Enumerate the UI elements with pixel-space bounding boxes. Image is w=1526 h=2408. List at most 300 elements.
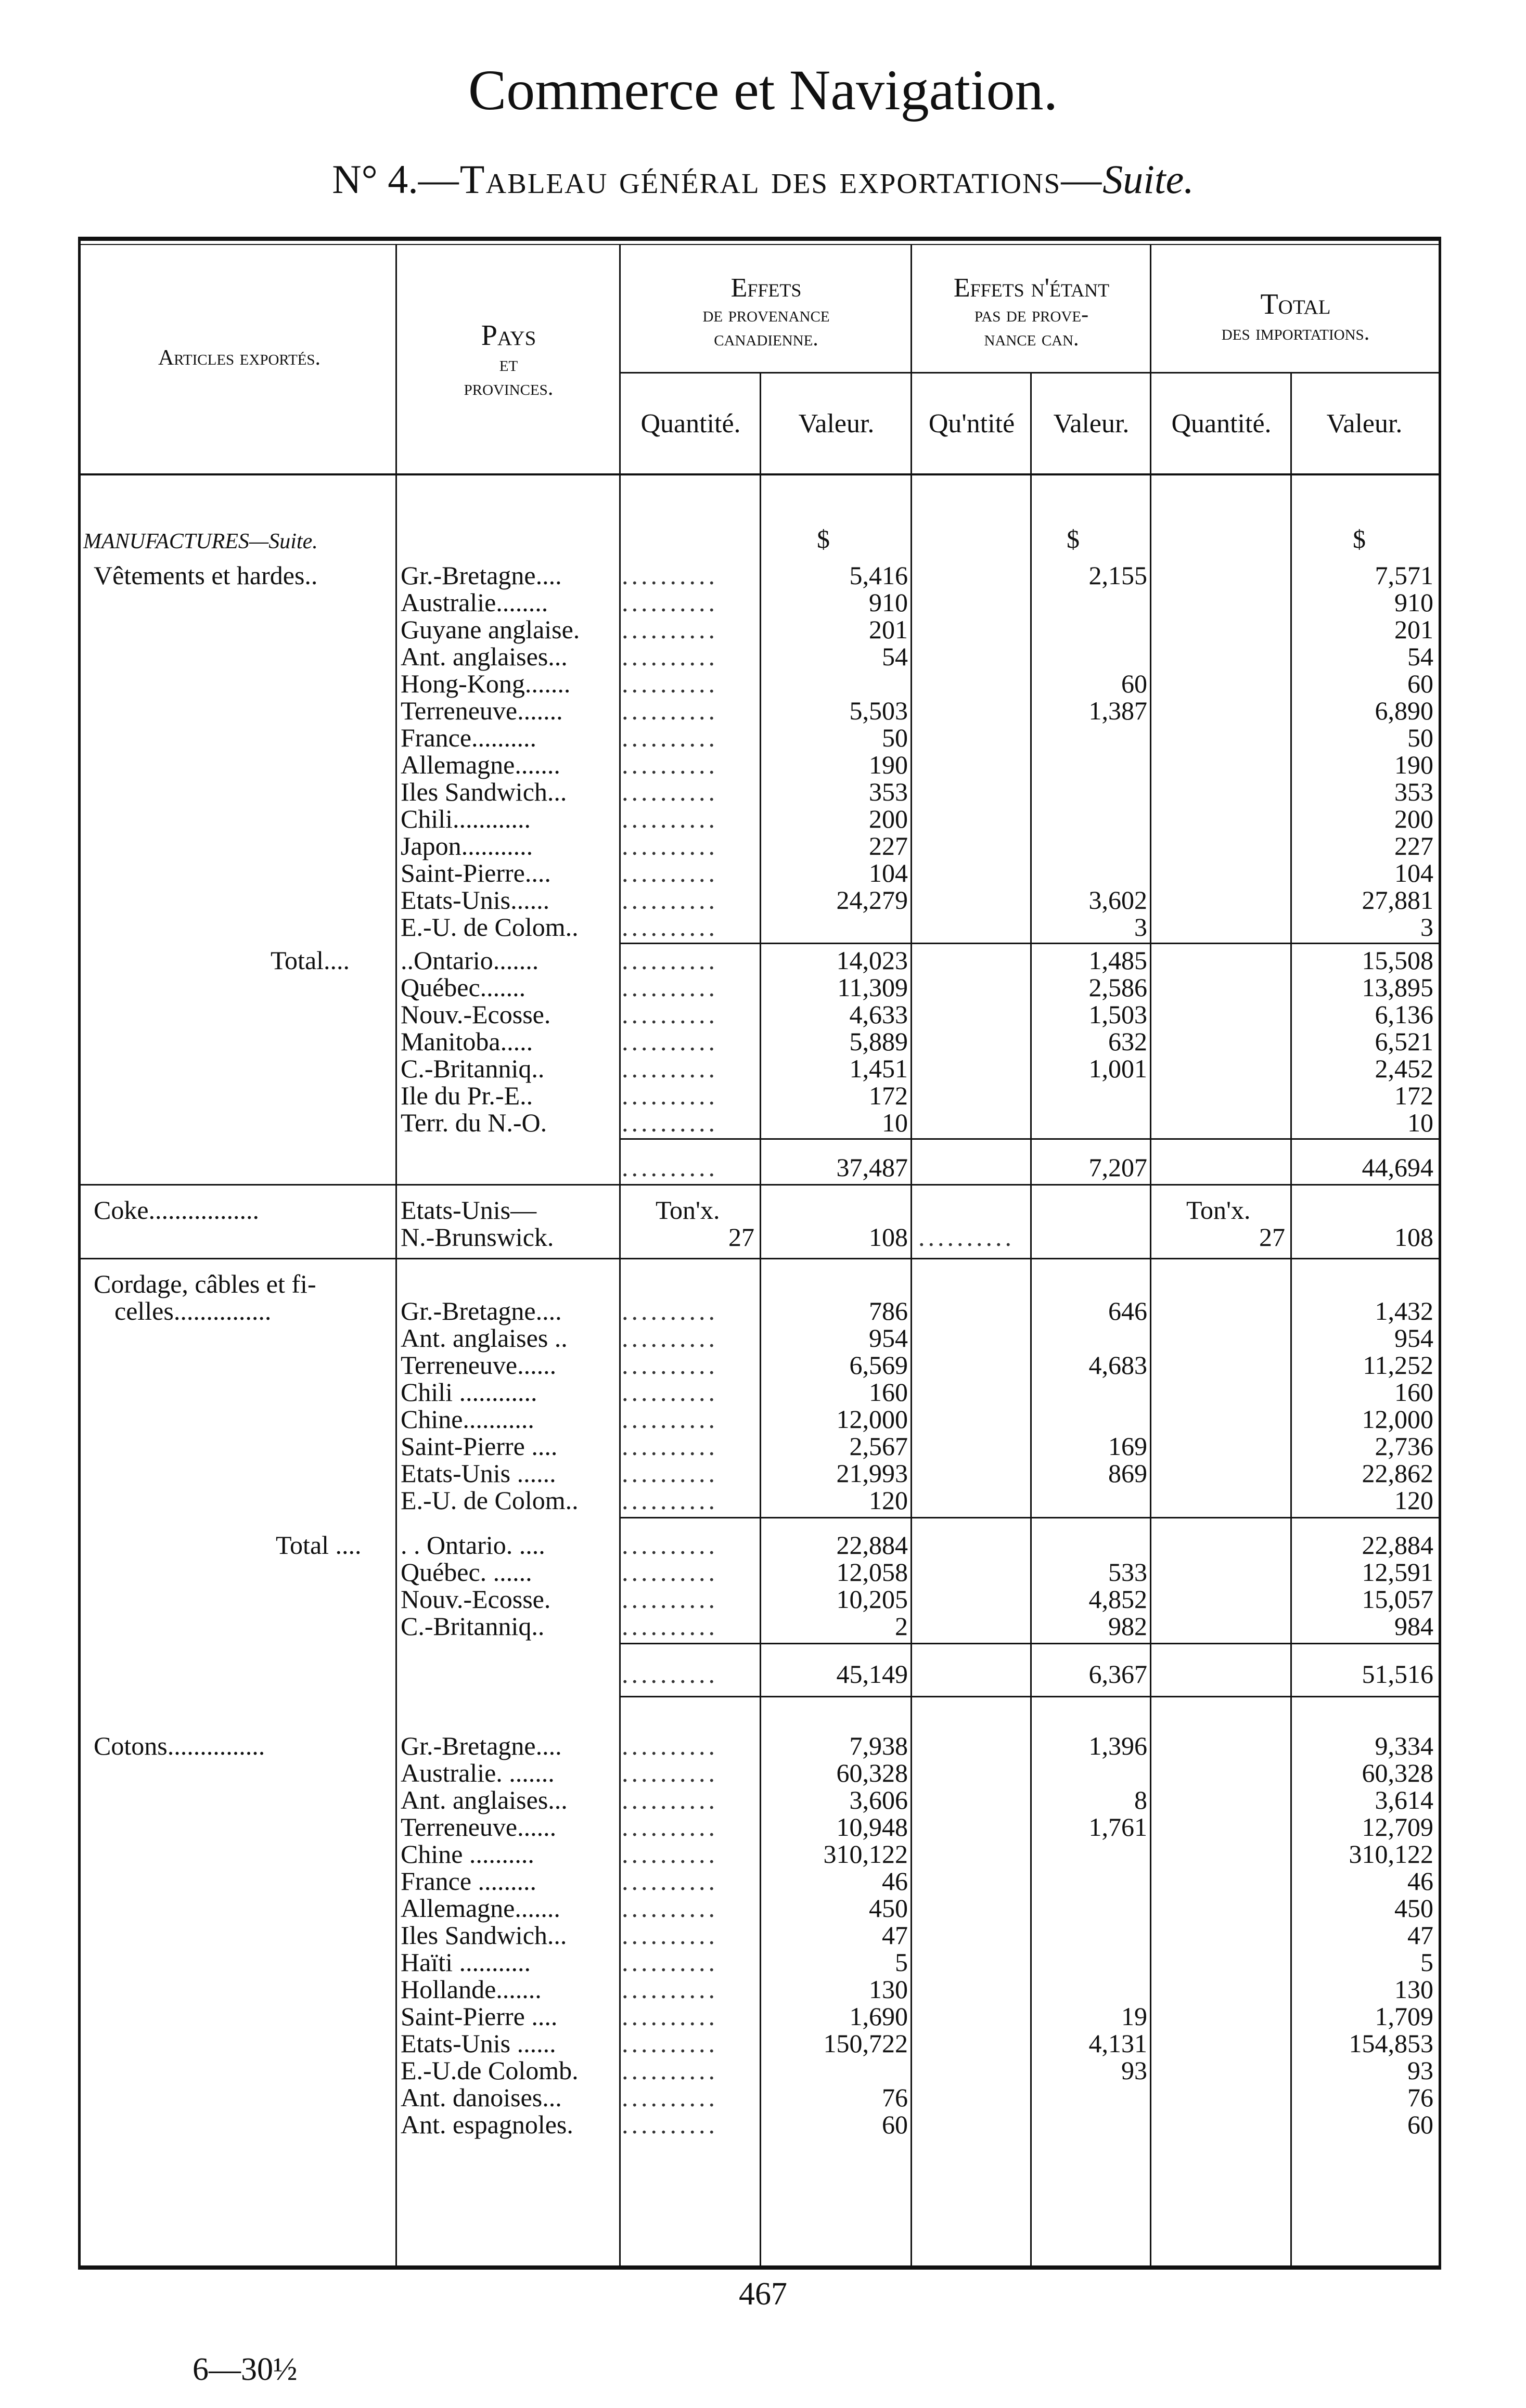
- header-articles: Articles exportés.: [158, 346, 321, 370]
- value-non-canadian: 4,683: [1088, 1350, 1147, 1380]
- country-name: E.-U. de Colom..: [401, 912, 579, 942]
- leader-dots: ..........: [622, 1949, 718, 1976]
- col-line-qty1: [760, 372, 761, 2265]
- coke-tot-val: 108: [1394, 1222, 1433, 1252]
- leader-dots: ..........: [622, 724, 718, 751]
- value-canadian: 47: [882, 1921, 908, 1950]
- country-name: France..........: [401, 723, 537, 752]
- value-non-canadian: [1035, 1895, 1147, 1922]
- value-non-canadian: [1035, 1531, 1147, 1559]
- coke-val: 108: [869, 1222, 908, 1252]
- section-rule: [619, 943, 1439, 944]
- grand-total-canadian: 45,149: [836, 1659, 908, 1689]
- leader-dots: ..........: [622, 1895, 718, 1922]
- value-non-canadian: [1035, 1487, 1147, 1514]
- value-non-canadian: 632: [1108, 1027, 1147, 1056]
- value-non-canadian: 169: [1108, 1432, 1147, 1461]
- value-total: 201: [1394, 615, 1433, 644]
- value-canadian: 7,938: [849, 1731, 908, 1760]
- header-effets-can-line3: canadienne.: [714, 327, 818, 351]
- value-total: 160: [1394, 1377, 1433, 1407]
- country-name: Terreneuve......: [401, 1350, 557, 1380]
- value-total: 1,432: [1375, 1296, 1433, 1325]
- country-name: Terr. du N.-O.: [401, 1108, 547, 1137]
- table-bottom-rule: [78, 2265, 1441, 2270]
- leader-dots: ..........: [622, 1082, 718, 1109]
- value-canadian: 172: [869, 1081, 908, 1110]
- value-non-canadian: 60: [1121, 669, 1147, 698]
- country-name: Allemagne.......: [401, 750, 560, 779]
- country-name: Chili............: [401, 804, 531, 833]
- value-non-canadian: 8: [1134, 1785, 1147, 1814]
- country-name: Manitoba.....: [401, 1027, 533, 1056]
- col-line-qty3: [1290, 372, 1292, 2265]
- value-total: 11,252: [1363, 1350, 1433, 1380]
- value-total: 5: [1420, 1948, 1433, 1977]
- value-canadian: 46: [882, 1866, 908, 1896]
- leader-dots: ..........: [622, 859, 718, 886]
- value-non-canadian: [1035, 805, 1147, 832]
- leader-dots: ..........: [622, 913, 718, 941]
- value-total: 190: [1394, 750, 1433, 779]
- country-name: Ant. anglaises ..: [401, 1323, 568, 1353]
- value-canadian: 190: [869, 750, 908, 779]
- value-total: 76: [1407, 2083, 1433, 2112]
- leader-dots: ..........: [622, 1840, 718, 1868]
- header-pays-line2: et: [499, 352, 518, 376]
- value-non-canadian: [1035, 2084, 1147, 2111]
- value-total: 10: [1407, 1108, 1433, 1137]
- dollar-sign-tot: $: [1353, 524, 1366, 553]
- value-non-canadian: 2,586: [1088, 973, 1147, 1002]
- grand-total: 44,694: [1362, 1153, 1433, 1182]
- value-canadian: 227: [869, 831, 908, 860]
- print-reference: 6—30½: [193, 2352, 298, 2387]
- leader-dots: ..........: [622, 778, 718, 805]
- leader-dots: ..........: [622, 1732, 718, 1759]
- value-non-canadian: 1,761: [1088, 1812, 1147, 1842]
- value-canadian: 24,279: [836, 885, 908, 915]
- value-total: 46: [1407, 1866, 1433, 1896]
- value-canadian: 4,633: [849, 1000, 908, 1029]
- value-canadian: 2,567: [849, 1432, 908, 1461]
- table-main-title: —Tableau général des exportations—: [418, 157, 1103, 202]
- value-canadian: 5: [895, 1948, 908, 1977]
- value-canadian: 12,058: [836, 1557, 908, 1587]
- header-total-line1: Total: [1260, 288, 1331, 320]
- value-non-canadian: [1035, 1759, 1147, 1786]
- leader-dots: ..........: [622, 1660, 718, 1688]
- country-name: Japon...........: [401, 831, 533, 860]
- country-name: Ant. espagnoles.: [401, 2110, 573, 2139]
- col-line-val1: [911, 245, 912, 2265]
- col-line-val2: [1150, 245, 1151, 2265]
- value-non-canadian: [1035, 832, 1147, 859]
- leader-dots: ..........: [622, 1868, 718, 1895]
- value-total: 12,709: [1362, 1812, 1433, 1842]
- value-non-canadian: 2,155: [1088, 561, 1147, 590]
- country-name: Ile du Pr.-E..: [401, 1081, 533, 1110]
- value-non-canadian: 646: [1108, 1296, 1147, 1325]
- header-effets-non-line2: pas de prove-: [974, 303, 1089, 327]
- header-quantite-can: Quantité.: [640, 409, 741, 439]
- value-canadian: 50: [882, 723, 908, 752]
- article-vetements: Vêtements et hardes..: [94, 561, 318, 590]
- country-name: Hollande.......: [401, 1975, 542, 2004]
- leader-dots: ..........: [622, 1028, 718, 1055]
- value-total: 3,614: [1375, 1785, 1433, 1814]
- leader-dots: ..........: [622, 1324, 718, 1351]
- leader-dots: ..........: [622, 1433, 718, 1460]
- value-non-canadian: 4,131: [1088, 2029, 1147, 2058]
- country-name: Chili ............: [401, 1377, 537, 1407]
- value-total: 154,853: [1349, 2029, 1433, 2058]
- value-canadian: 104: [869, 858, 908, 887]
- leader-dots: ..........: [622, 886, 718, 913]
- section-rule: [619, 1696, 1439, 1697]
- leader-dots: ..........: [622, 1055, 718, 1082]
- section-rule: [78, 1258, 1441, 1259]
- value-canadian: 150,722: [823, 2029, 908, 2058]
- value-total: 15,508: [1362, 946, 1433, 975]
- value-total: 954: [1394, 1323, 1433, 1353]
- country-name: E.-U. de Colom..: [401, 1486, 579, 1515]
- header-pays-line1: Pays: [481, 319, 536, 352]
- value-canadian: 60: [882, 2110, 908, 2139]
- value-total: 104: [1394, 858, 1433, 887]
- value-non-canadian: 4,852: [1088, 1585, 1147, 1614]
- leader-dots: ..........: [622, 643, 718, 670]
- value-total: 9,334: [1375, 1731, 1433, 1760]
- value-canadian: [765, 2057, 908, 2084]
- page-title: Commerce et Navigation.: [468, 58, 1058, 122]
- header-mid-rule: [619, 372, 1439, 374]
- header-pays: [398, 320, 619, 400]
- country-name: Australie........: [401, 588, 548, 617]
- country-name: Saint-Pierre ....: [401, 2002, 558, 2031]
- dollar-sign-non: $: [1067, 524, 1080, 553]
- country-name: Ant. anglaises...: [401, 1785, 568, 1814]
- leader-dots: ..........: [622, 589, 718, 616]
- leader-dots: ..........: [622, 1922, 718, 1949]
- value-non-canadian: [1035, 1949, 1147, 1976]
- leader-dots: ..........: [622, 1586, 718, 1613]
- value-total: 450: [1394, 1894, 1433, 1923]
- value-total: 27,881: [1362, 885, 1433, 915]
- value-canadian: 10,205: [836, 1585, 908, 1614]
- leader-dots: ..........: [622, 1406, 718, 1433]
- header-quantite-non: Qu'ntité: [928, 409, 1015, 439]
- country-name: France .........: [401, 1866, 537, 1896]
- value-non-canadian: 1,387: [1088, 696, 1147, 725]
- country-name: Saint-Pierre....: [401, 858, 551, 887]
- country-name: Haïti ...........: [401, 1948, 531, 1977]
- article-cordage-1: Cordage, câbles et fi-: [94, 1269, 316, 1298]
- value-non-canadian: [1035, 1840, 1147, 1868]
- grand-total-non-canadian: 7,207: [1088, 1153, 1147, 1182]
- value-canadian: 10,948: [836, 1812, 908, 1842]
- leader-dots: ..........: [622, 1351, 718, 1379]
- value-canadian: 130: [869, 1975, 908, 2004]
- grand-total-non-canadian: 6,367: [1088, 1659, 1147, 1689]
- country-name: Terreneuve......: [401, 1812, 557, 1842]
- value-non-canadian: 869: [1108, 1459, 1147, 1488]
- value-canadian: 353: [869, 777, 908, 806]
- country-name: Iles Sandwich...: [401, 777, 567, 806]
- coke-pays-1: Etats-Unis—: [401, 1195, 537, 1225]
- value-canadian: 450: [869, 1894, 908, 1923]
- value-non-canadian: [1035, 1976, 1147, 2003]
- country-name: Australie. .......: [401, 1758, 555, 1787]
- country-name: Chine...........: [401, 1405, 534, 1434]
- value-total: 227: [1394, 831, 1433, 860]
- country-name: Ant. danoises...: [401, 2083, 562, 2112]
- leader-dots: ..........: [622, 1813, 718, 1840]
- value-canadian: 60,328: [836, 1758, 908, 1787]
- leader-dots: ..........: [622, 1531, 718, 1559]
- coke-pays-2: N.-Brunswick.: [401, 1222, 554, 1252]
- header-valeur-can: Valeur.: [798, 409, 875, 439]
- table-title: [0, 156, 1526, 203]
- country-name: Etats-Unis ......: [401, 1459, 556, 1488]
- coke-tot-qty: 27: [1259, 1222, 1285, 1252]
- header-pays-line3: provinces.: [464, 376, 554, 400]
- country-name: Allemagne.......: [401, 1894, 560, 1923]
- value-canadian: [765, 913, 908, 941]
- article-cotons: Cotons...............: [94, 1731, 265, 1760]
- value-total: 200: [1394, 804, 1433, 833]
- total-label-cordage: Total ....: [276, 1530, 362, 1560]
- country-name: Ant. anglaises...: [401, 642, 568, 671]
- value-total: 15,057: [1362, 1585, 1433, 1614]
- leader-dots: ..........: [622, 616, 718, 643]
- value-total: 3: [1420, 912, 1433, 942]
- section-rule: [78, 1184, 1441, 1186]
- value-canadian: 5,503: [849, 696, 908, 725]
- leader-dots: ..........: [622, 2111, 718, 2138]
- value-total: 22,862: [1362, 1459, 1433, 1488]
- total-label-vetements: Total....: [271, 946, 350, 975]
- value-non-canadian: 3,602: [1088, 885, 1147, 915]
- value-canadian: 22,884: [836, 1530, 908, 1560]
- value-non-canadian: 1,396: [1088, 1731, 1147, 1760]
- country-name: Nouv.-Ecosse.: [401, 1585, 551, 1614]
- value-non-canadian: [1035, 2111, 1147, 2138]
- col-line-pays: [619, 245, 621, 2265]
- value-non-canadian: 3: [1134, 912, 1147, 942]
- leader-dots: ..........: [918, 1224, 1015, 1251]
- leader-dots: ..........: [622, 562, 718, 589]
- leader-dots: ..........: [622, 1154, 718, 1181]
- value-non-canadian: [1035, 1868, 1147, 1895]
- leader-dots: ..........: [622, 1109, 718, 1136]
- country-name: . . Ontario. ....: [401, 1530, 545, 1560]
- value-non-canadian: [1035, 1922, 1147, 1949]
- value-total: 54: [1407, 642, 1433, 671]
- col-line-articles: [395, 245, 397, 2265]
- value-total: 1,709: [1375, 2002, 1433, 2031]
- country-name: Chine ..........: [401, 1839, 534, 1869]
- value-canadian: 54: [882, 642, 908, 671]
- table-right-border: [1439, 237, 1441, 2270]
- article-cordage-2: celles...............: [114, 1296, 272, 1325]
- col-line-qty2: [1030, 372, 1032, 2265]
- value-canadian: 160: [869, 1377, 908, 1407]
- leader-dots: ..........: [622, 805, 718, 832]
- country-name: Hong-Kong.......: [401, 669, 571, 698]
- table-top-rule-thin: [78, 244, 1441, 245]
- value-canadian: 910: [869, 588, 908, 617]
- value-total: 120: [1394, 1486, 1433, 1515]
- page-number: 467: [739, 2276, 787, 2312]
- value-canadian: 21,993: [836, 1459, 908, 1488]
- value-canadian: 1,451: [849, 1054, 908, 1083]
- leader-dots: ..........: [622, 1460, 718, 1487]
- value-total: 60: [1407, 669, 1433, 698]
- country-name: C.-Britanniq..: [401, 1612, 545, 1641]
- value-total: 310,122: [1349, 1839, 1433, 1869]
- value-non-canadian: [1035, 1082, 1147, 1109]
- value-non-canadian: [1035, 1379, 1147, 1406]
- header-effets-can-line1: Effets: [730, 273, 802, 303]
- grand-total: 51,516: [1362, 1659, 1433, 1689]
- leader-dots: ..........: [622, 1559, 718, 1586]
- value-canadian: 786: [869, 1296, 908, 1325]
- header-effets-non-line3: nance can.: [984, 327, 1079, 351]
- value-canadian: 10: [882, 1108, 908, 1137]
- value-non-canadian: 982: [1108, 1612, 1147, 1641]
- leader-dots: ..........: [622, 832, 718, 859]
- header-effets-can: [622, 273, 911, 351]
- coke-qty: 27: [728, 1222, 754, 1252]
- country-name: Québec. ......: [401, 1557, 532, 1587]
- value-non-canadian: 533: [1108, 1557, 1147, 1587]
- table-suite: Suite.: [1102, 157, 1194, 202]
- value-total: 2,452: [1375, 1054, 1433, 1083]
- country-name: Québec.......: [401, 973, 526, 1002]
- leader-dots: ..........: [622, 2084, 718, 2111]
- value-canadian: 120: [869, 1486, 908, 1515]
- value-total: 12,000: [1362, 1405, 1433, 1434]
- header-effets-non: [913, 273, 1150, 351]
- table-top-rule: [78, 237, 1441, 241]
- value-total: 60: [1407, 2110, 1433, 2139]
- value-non-canadian: 19: [1121, 2002, 1147, 2031]
- table-number: N° 4.: [332, 157, 418, 202]
- value-non-canadian: [1035, 1109, 1147, 1136]
- value-non-canadian: 93: [1121, 2056, 1147, 2085]
- leader-dots: ..........: [622, 1613, 718, 1640]
- value-non-canadian: [1035, 616, 1147, 643]
- leader-dots: ..........: [622, 974, 718, 1001]
- value-non-canadian: [1035, 724, 1147, 751]
- value-canadian: 76: [882, 2083, 908, 2112]
- value-canadian: 3,606: [849, 1785, 908, 1814]
- value-canadian: 201: [869, 615, 908, 644]
- value-non-canadian: [1035, 751, 1147, 778]
- leader-dots: ..........: [622, 1786, 718, 1813]
- leader-dots: ..........: [622, 670, 718, 697]
- value-total: 984: [1394, 1612, 1433, 1641]
- coke-tot-unit: Ton'x.: [1186, 1195, 1251, 1225]
- country-name: E.-U.de Colomb.: [401, 2056, 579, 2085]
- header-total: [1152, 289, 1439, 345]
- country-name: Gr.-Bretagne....: [401, 1731, 562, 1760]
- value-canadian: 11,309: [837, 973, 908, 1002]
- value-total: 13,895: [1362, 973, 1433, 1002]
- value-total: 353: [1394, 777, 1433, 806]
- value-total: 60,328: [1362, 1758, 1433, 1787]
- leader-dots: ..........: [622, 2030, 718, 2057]
- value-total: 910: [1394, 588, 1433, 617]
- value-non-canadian: [1035, 1406, 1147, 1433]
- section-rule: [619, 1643, 1439, 1644]
- country-name: Etats-Unis ......: [401, 2029, 556, 2058]
- country-name: Etats-Unis......: [401, 885, 550, 915]
- value-total: 6,136: [1375, 1000, 1433, 1029]
- value-canadian: [765, 670, 908, 697]
- value-non-canadian: [1035, 859, 1147, 886]
- value-total: 172: [1394, 1081, 1433, 1110]
- value-canadian: 200: [869, 804, 908, 833]
- leader-dots: ..........: [622, 1297, 718, 1324]
- section-label: MANUFACTURES—Suite.: [83, 530, 318, 553]
- table-left-border: [78, 237, 81, 2270]
- country-name: Terreneuve.......: [401, 696, 563, 725]
- coke-qty-unit: Ton'x.: [656, 1195, 720, 1225]
- country-name: C.-Britanniq..: [401, 1054, 545, 1083]
- value-canadian: 12,000: [836, 1405, 908, 1434]
- value-canadian: 5,889: [849, 1027, 908, 1056]
- header-quantite-tot: Quantité.: [1171, 409, 1272, 439]
- country-name: Nouv.-Ecosse.: [401, 1000, 551, 1029]
- leader-dots: ..........: [622, 2003, 718, 2030]
- value-total: 93: [1407, 2056, 1433, 2085]
- value-canadian: 1,690: [849, 2002, 908, 2031]
- value-canadian: 6,569: [849, 1350, 908, 1380]
- leader-dots: ..........: [622, 1759, 718, 1786]
- value-total: 6,890: [1375, 696, 1433, 725]
- value-non-canadian: 1,485: [1088, 946, 1147, 975]
- country-name: Gr.-Bretagne....: [401, 1296, 562, 1325]
- value-non-canadian: 1,503: [1088, 1000, 1147, 1029]
- dollar-sign-can: $: [817, 524, 830, 553]
- country-name: Gr.-Bretagne....: [401, 561, 562, 590]
- article-coke: Coke.................: [94, 1195, 260, 1225]
- leader-dots: ..........: [622, 947, 718, 974]
- header-effets-can-line2: de provenance: [702, 303, 830, 327]
- value-non-canadian: 1,001: [1088, 1054, 1147, 1083]
- value-canadian: 2: [895, 1612, 908, 1641]
- value-total: 2,736: [1375, 1432, 1433, 1461]
- value-total: 47: [1407, 1921, 1433, 1950]
- value-total: 6,521: [1375, 1027, 1433, 1056]
- value-total: 22,884: [1362, 1530, 1433, 1560]
- value-total: 130: [1394, 1975, 1433, 2004]
- value-canadian: 954: [869, 1323, 908, 1353]
- header-effets-non-line1: Effets n'étant: [953, 273, 1110, 303]
- leader-dots: ..........: [622, 697, 718, 724]
- export-table: [78, 237, 1441, 2276]
- value-total: 50: [1407, 723, 1433, 752]
- value-canadian: 14,023: [836, 946, 908, 975]
- country-name: Iles Sandwich...: [401, 1921, 567, 1950]
- leader-dots: ..........: [622, 2057, 718, 2084]
- value-non-canadian: [1035, 643, 1147, 670]
- leader-dots: ..........: [622, 751, 718, 778]
- value-non-canadian: [1035, 589, 1147, 616]
- value-total: 12,591: [1362, 1557, 1433, 1587]
